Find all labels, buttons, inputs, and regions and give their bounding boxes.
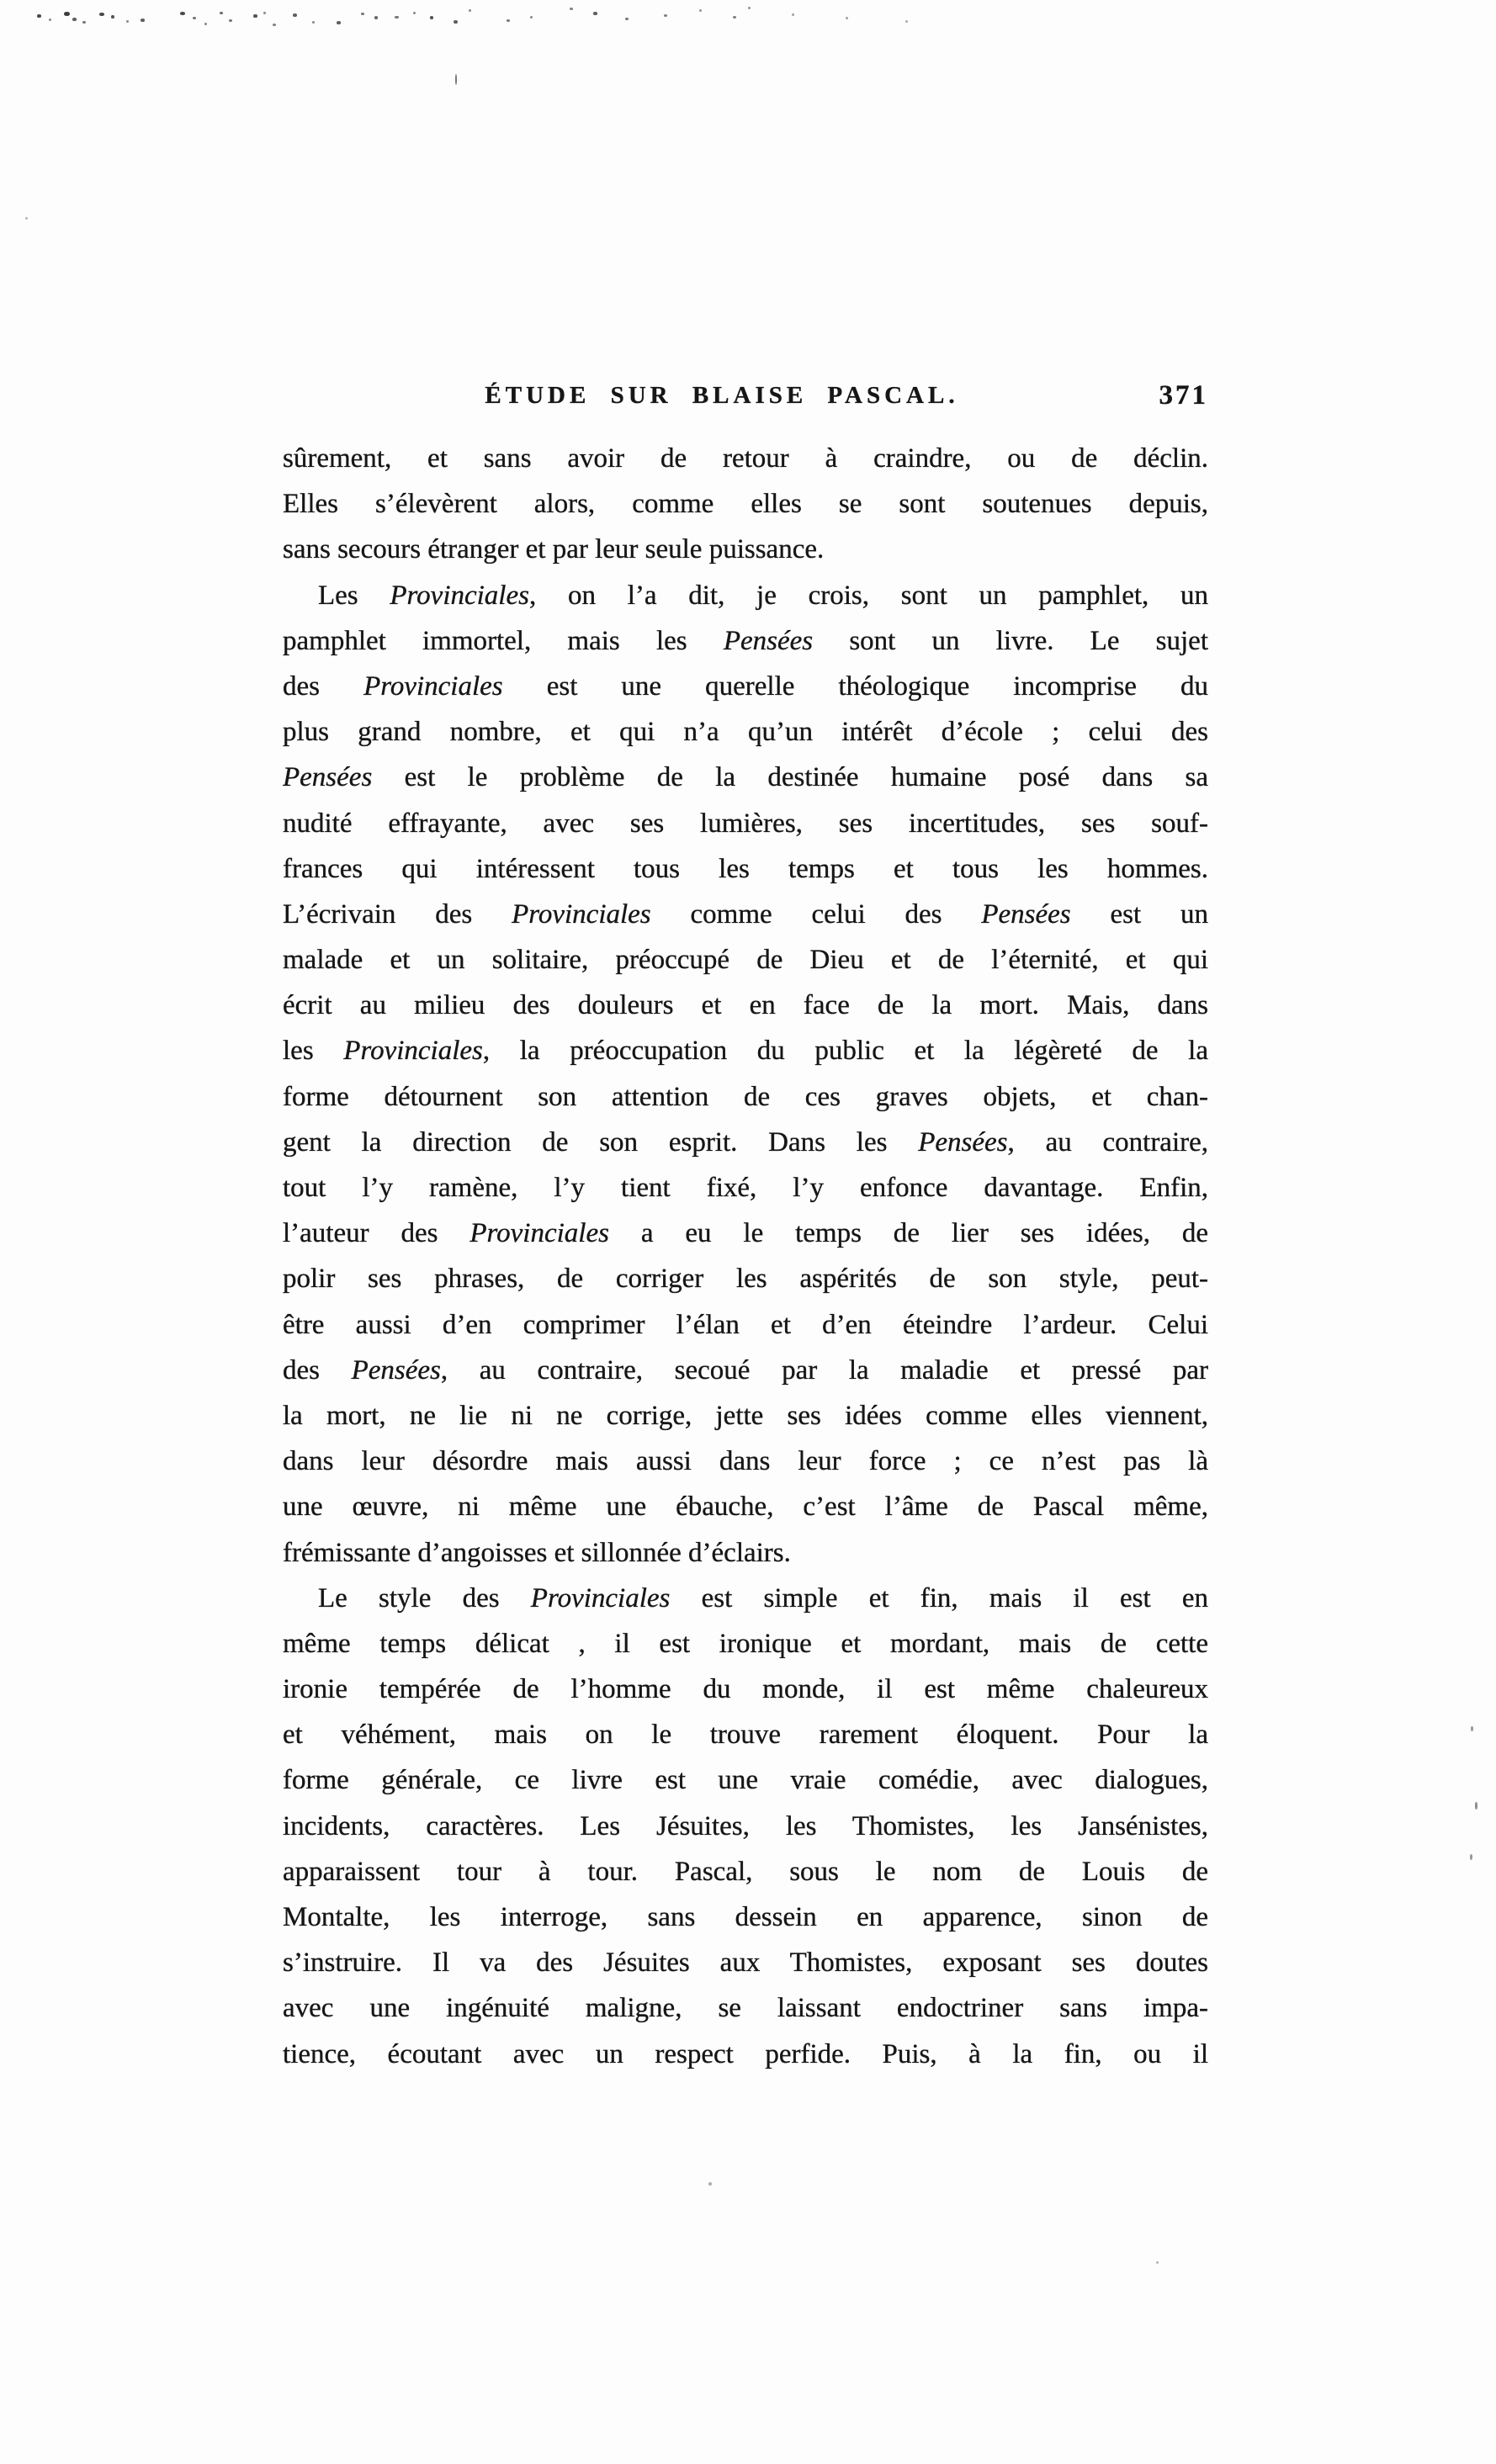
noise-speck bbox=[1156, 2261, 1159, 2264]
text-line bbox=[283, 1120, 1208, 1165]
body-text: des bbox=[283, 1354, 352, 1386]
body-text: forme générale, ce livre est une vraie comédie, avec dialogues, bbox=[283, 1765, 1208, 1796]
text-line bbox=[283, 1712, 1208, 1757]
text-line bbox=[283, 846, 1208, 892]
noise-speck bbox=[126, 20, 129, 23]
text-line bbox=[283, 1256, 1208, 1301]
text-line bbox=[283, 527, 1208, 572]
body-text: est le problème de la destinée humaine posé dans sa bbox=[372, 762, 1208, 793]
body-text: incidents, caractères. Les Jésuites, les Thomistes, les Jansénistes, bbox=[283, 1810, 1208, 1841]
italic-title-text: Pensées bbox=[283, 762, 373, 793]
noise-speck bbox=[72, 18, 77, 21]
body-text: une œuvre, ni même une ébauche, c’est l’âme de Pascal même, bbox=[283, 1492, 1208, 1523]
text-line bbox=[283, 573, 1208, 618]
text-line bbox=[283, 1165, 1208, 1211]
body-text: apparaissent tour à tour. Pascal, sous le nom de Louis de bbox=[283, 1856, 1208, 1887]
text-line bbox=[283, 983, 1208, 1028]
noise-speck bbox=[180, 12, 185, 15]
noise-speck bbox=[454, 20, 458, 24]
noise-speck bbox=[263, 12, 266, 14]
text-line bbox=[283, 436, 1208, 481]
body-text: est une querelle théologique incomprise du bbox=[502, 670, 1208, 702]
body-text: ironie tempérée de l’homme du monde, il est même chaleureux bbox=[283, 1674, 1208, 1705]
text-line bbox=[283, 1439, 1208, 1484]
noise-speck bbox=[1471, 1726, 1473, 1731]
noise-speck bbox=[699, 9, 702, 12]
body-text: Montalte, les interroge, sans dessein en apparence, sinon de bbox=[283, 1902, 1208, 1932]
text-line bbox=[283, 1621, 1208, 1667]
body-text: sans secours étranger et par leur seule puissance. bbox=[283, 534, 825, 565]
text-line bbox=[283, 1348, 1208, 1393]
body-text: des bbox=[283, 670, 364, 702]
noise-speck bbox=[593, 12, 597, 15]
noise-speck bbox=[64, 12, 70, 16]
text-line bbox=[283, 1940, 1208, 1985]
noise-speck bbox=[374, 16, 378, 19]
noise-speck bbox=[111, 15, 114, 19]
noise-speck bbox=[413, 12, 416, 14]
body-text: est simple et fin, mais il est en bbox=[670, 1582, 1208, 1614]
body-text: L’écrivain des bbox=[283, 898, 512, 930]
body-text: écrit au milieu des douleurs et en face de la mort. Mais, dans bbox=[283, 990, 1208, 1021]
body-text: frémissante d’angoisses et sillonnée d’éclairs. bbox=[283, 1537, 791, 1568]
body-text: avec une ingénuité maligne, se laissant endoctriner sans impa- bbox=[283, 1993, 1208, 2024]
text-line bbox=[283, 1211, 1208, 1256]
text-line bbox=[283, 709, 1208, 755]
body-text: forme détournent son attention de ces graves objets, et chan- bbox=[283, 1081, 1208, 1112]
noise-speck bbox=[99, 13, 104, 16]
text-block bbox=[283, 436, 1208, 2077]
body-text: tience, écoutant avec un respect perfide. Puis, à la fin, ou il bbox=[283, 2038, 1208, 2069]
text-line bbox=[283, 618, 1208, 664]
italic-title-text: Pensées bbox=[723, 625, 814, 656]
italic-title-text: Provinciales bbox=[512, 898, 651, 930]
noise-speck bbox=[141, 19, 145, 22]
body-text: sont un livre. Le sujet bbox=[813, 625, 1208, 656]
noise-speck bbox=[273, 24, 276, 26]
noise-speck bbox=[1475, 1802, 1477, 1810]
text-line bbox=[283, 664, 1208, 709]
noise-speck bbox=[229, 19, 232, 22]
noise-speck bbox=[220, 12, 223, 14]
body-text: sûrement, et sans avoir de retour à craindre, ou de déclin. bbox=[283, 443, 1208, 474]
body-text: même temps délicat , il est ironique et mordant, mais de cette bbox=[283, 1628, 1208, 1659]
noise-speck bbox=[507, 19, 510, 22]
body-text: malade et un solitaire, préoccupé de Dieu et de l’éternité, et qui bbox=[283, 945, 1208, 976]
body-text: a eu le temps de lier ses idées, de bbox=[608, 1218, 1208, 1249]
noise-speck bbox=[664, 14, 667, 17]
body-text: , au contraire, bbox=[1007, 1126, 1208, 1158]
noise-speck bbox=[361, 13, 364, 15]
text-line bbox=[283, 937, 1208, 983]
text-line bbox=[283, 1028, 1208, 1073]
noise-speck bbox=[430, 16, 433, 19]
body-text: , la préoccupation du public et la légèreté de la bbox=[482, 1036, 1208, 1067]
body-text: polir ses phrases, de corriger les aspérités de son style, peut- bbox=[283, 1264, 1208, 1295]
text-line bbox=[283, 1530, 1208, 1576]
body-text: Les bbox=[318, 580, 390, 611]
body-text: , au contraire, secoué par la maladie et pressé par bbox=[440, 1354, 1208, 1386]
noise-speck bbox=[337, 21, 341, 24]
text-line bbox=[283, 1484, 1208, 1529]
body-text: s’instruire. Il va des Jésuites aux Thomistes, exposant ses doutes bbox=[283, 1947, 1208, 1979]
body-text: comme celui des bbox=[650, 898, 982, 930]
page-number: 371 bbox=[1159, 380, 1208, 411]
noise-speck bbox=[293, 13, 297, 17]
italic-title-text: Provinciales bbox=[530, 1582, 671, 1614]
body-text: pamphlet immortel, mais les bbox=[283, 625, 724, 656]
body-text: , on l’a dit, je crois, sont un pamphlet, un bbox=[528, 580, 1208, 611]
body-text: l’auteur des bbox=[283, 1218, 470, 1249]
text-line bbox=[283, 481, 1208, 527]
noise-speck bbox=[846, 17, 848, 19]
italic-title-text: Pensées bbox=[981, 898, 1071, 930]
text-line bbox=[283, 1302, 1208, 1348]
text-line bbox=[283, 1667, 1208, 1712]
text-line bbox=[283, 1576, 1208, 1621]
italic-title-text: Provinciales bbox=[363, 670, 503, 702]
text-line bbox=[283, 755, 1208, 800]
noise-speck bbox=[455, 74, 457, 85]
text-line bbox=[283, 892, 1208, 937]
body-text: est un bbox=[1070, 898, 1208, 930]
text-line bbox=[283, 801, 1208, 846]
noise-speck bbox=[49, 19, 51, 21]
running-header bbox=[283, 374, 1208, 417]
noise-speck bbox=[792, 13, 794, 16]
italic-title-text: Provinciales bbox=[390, 580, 529, 611]
noise-speck bbox=[530, 16, 533, 19]
noise-speck bbox=[733, 16, 736, 19]
body-text: et véhément, mais on le trouve rarement éloquent. Pour la bbox=[283, 1720, 1208, 1751]
text-line bbox=[283, 1757, 1208, 1803]
text-line bbox=[283, 2032, 1208, 2077]
text-line bbox=[283, 1849, 1208, 1894]
italic-title-text: Provinciales bbox=[469, 1218, 609, 1249]
body-text: être aussi d’en comprimer l’élan et d’en éteindre l’ardeur. Celui bbox=[283, 1309, 1208, 1340]
running-title: ÉTUDE SUR BLAISE PASCAL. bbox=[485, 382, 959, 409]
body-text: Elles s’élevèrent alors, comme elles se sont soutenues depuis, bbox=[283, 489, 1208, 520]
text-line bbox=[283, 1985, 1208, 2031]
italic-title-text: Provinciales bbox=[343, 1036, 483, 1067]
text-line bbox=[283, 1393, 1208, 1439]
noise-speck bbox=[570, 8, 573, 10]
noise-speck bbox=[469, 9, 471, 12]
noise-speck bbox=[395, 16, 399, 19]
body-text: dans leur désordre mais aussi dans leur force ; ce n’est pas là bbox=[283, 1446, 1208, 1477]
body-text: frances qui intéressent tous les temps et tous les hommes. bbox=[283, 853, 1208, 884]
body-text: la mort, ne lie ni ne corrige, jette ses idées comme elles viennent, bbox=[283, 1400, 1208, 1431]
text-line bbox=[283, 1894, 1208, 1940]
noise-speck bbox=[1470, 1854, 1472, 1860]
body-text: Le style des bbox=[318, 1582, 531, 1614]
noise-speck bbox=[625, 18, 629, 20]
text-line bbox=[283, 1804, 1208, 1849]
body-text: tout l’y ramène, l’y tient fixé, l’y enfonce davantage. Enfin, bbox=[283, 1173, 1208, 1203]
text-line bbox=[283, 1074, 1208, 1120]
body-text: nudité effrayante, avec ses lumières, ses incertitudes, ses souf- bbox=[283, 808, 1208, 839]
noise-speck bbox=[204, 23, 207, 25]
italic-title-text: Pensées bbox=[351, 1354, 441, 1386]
body-text: les bbox=[283, 1036, 344, 1067]
noise-speck bbox=[82, 21, 86, 24]
noise-speck bbox=[25, 217, 28, 220]
noise-speck bbox=[193, 17, 196, 19]
noise-speck bbox=[748, 7, 751, 9]
noise-speck bbox=[37, 14, 41, 18]
noise-speck bbox=[253, 14, 257, 18]
body-text: plus grand nombre, et qui n’a qu’un intérêt d’école ; celui des bbox=[283, 717, 1208, 748]
body-text: gent la direction de son esprit. Dans les bbox=[283, 1126, 919, 1158]
noise-speck bbox=[905, 20, 908, 23]
noise-speck bbox=[312, 21, 315, 24]
italic-title-text: Pensées bbox=[918, 1126, 1008, 1158]
noise-speck bbox=[708, 2182, 712, 2186]
